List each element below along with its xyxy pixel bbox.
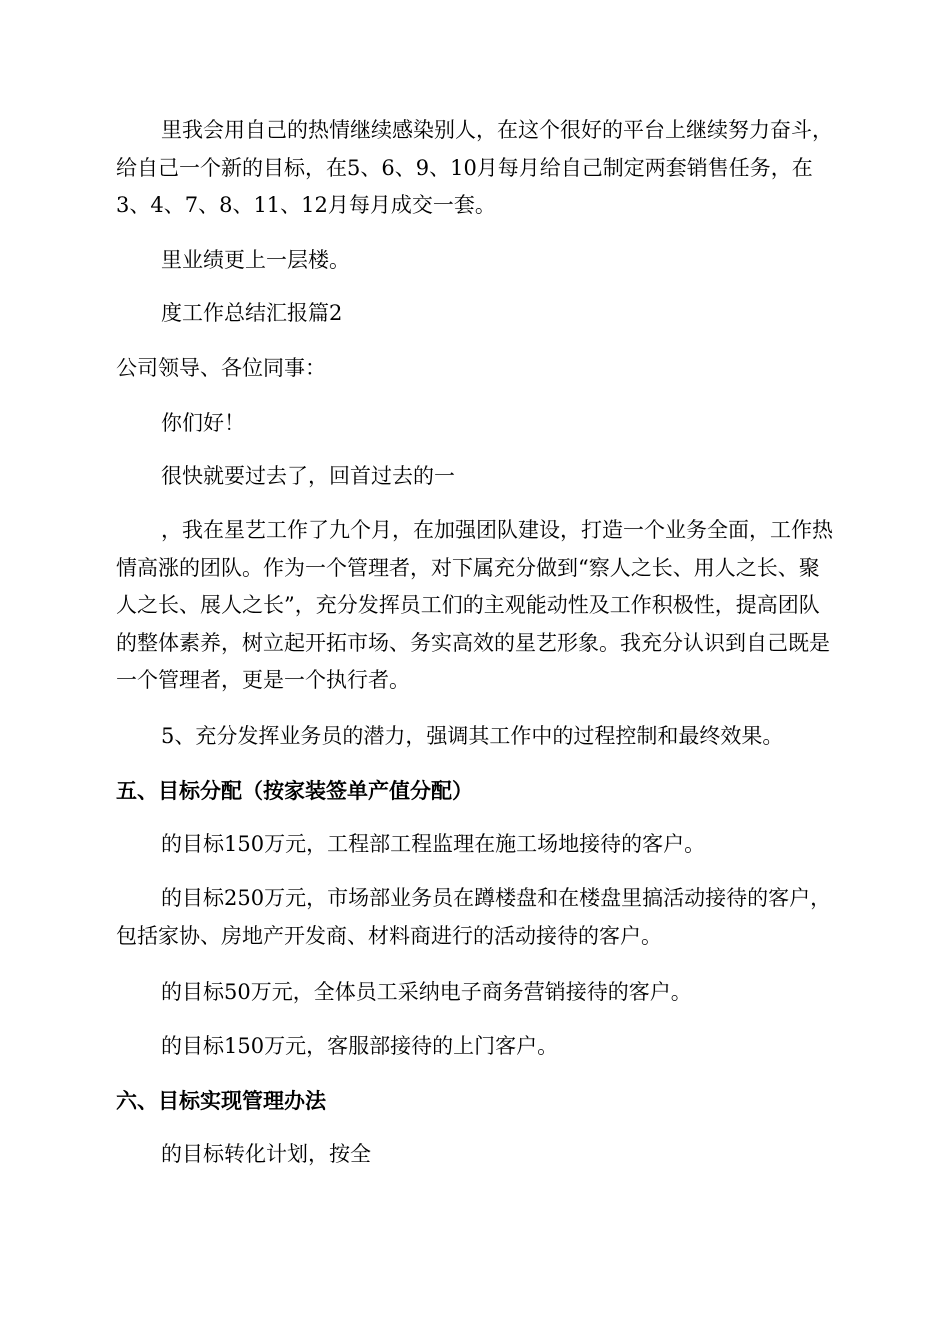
paragraph-salutation: 公司领导、各位同事： [116, 356, 326, 380]
heading-target-allocation: 五、目标分配（按家装签单产值分配） [116, 778, 473, 803]
paragraph-salesman-potential: 5、充分发挥业务员的潜力，强调其工作中的过程控制和最终效果。 [161, 724, 784, 748]
paragraph-target-conversion: 的目标转化计划，按全 [161, 1142, 371, 1166]
paragraph-target-marketing: 的目标250万元，市场部业务员在蹲楼盘和在楼盘里搞活动接待的客户，包括家协、房地产开发商、材料商进行的活动接待的客户。 [116, 886, 832, 948]
paragraph-target-customer-service: 的目标150万元，客服部接待的上门客户。 [161, 1034, 559, 1058]
paragraph-target-ecommerce: 的目标50万元，全体员工采纳电子商务营销接待的客户。 [161, 980, 692, 1004]
paragraph-sales-goals: 里我会用自己的热情继续感染别人，在这个很好的平台上继续努力奋斗，给自己一个新的目标，在5、6、9、10月每月给自己制定两套销售任务，在3、4、7、8、11、12月每月成交一套。 [116, 118, 833, 217]
paragraph-report-title: 度工作总结汇报篇2 [161, 301, 343, 325]
paragraph-greeting: 你们好！ [161, 411, 245, 435]
paragraph-team-building: ，我在星艺工作了九个月，在加强团队建设，打造一个业务全面，工作热情高涨的团队。作为一个管理者，对下属充分做到“察人之长、用人之长、聚人之长、展人之长”，充分发挥员工们的主观能动性及工作积极性，提高团队的整体素养，树立起开拓市场、务实高效的星艺形象。我充分认识到自己既是一个管理者，更是一个执行者。 [116, 518, 833, 692]
paragraph-performance: 里业绩更上一层楼。 [161, 248, 350, 272]
paragraph-target-engineering: 的目标150万元，工程部工程监理在施工场地接待的客户。 [161, 832, 706, 856]
paragraph-retrospect: 很快就要过去了，回首过去的一 [161, 464, 455, 488]
heading-target-management: 六、目标实现管理办法 [116, 1088, 326, 1113]
